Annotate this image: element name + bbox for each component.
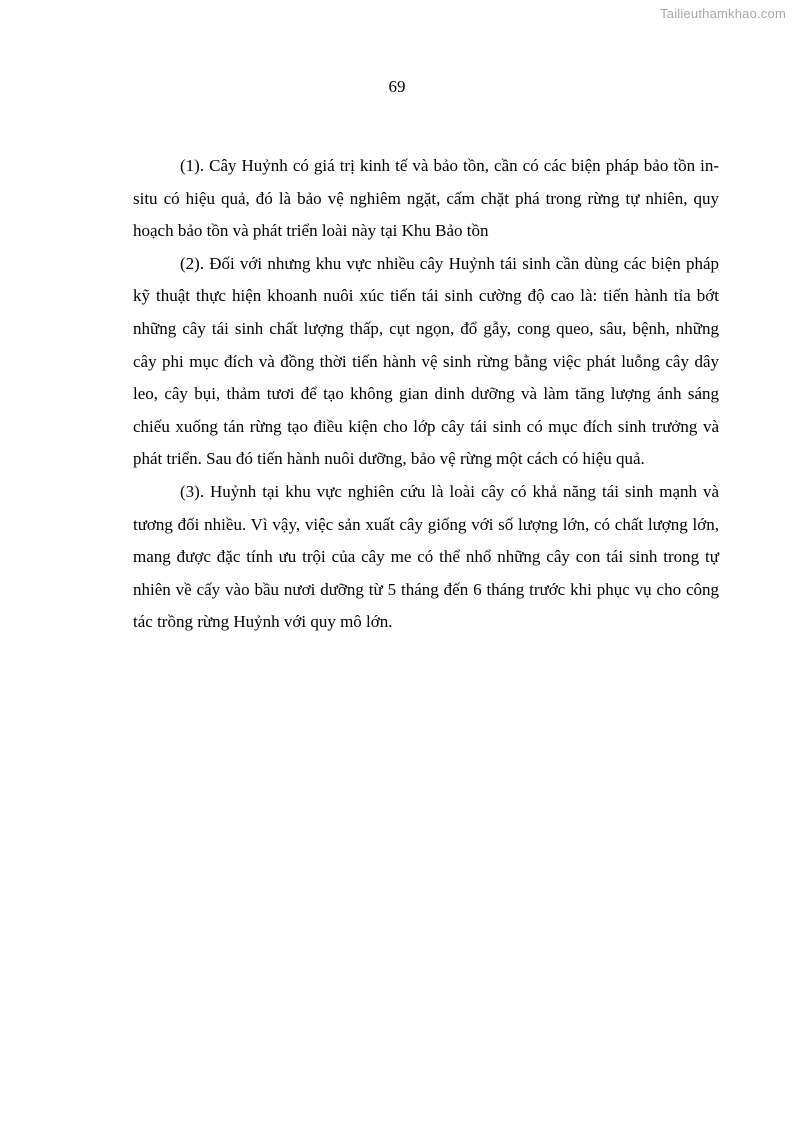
document-body [133, 150, 719, 639]
paragraph-2: (2). Đối với nhưng khu vực nhiều cây Huỷnh tái sinh cần dùng các biện pháp kỹ thuật thực hiện khoanh nuôi xúc tiến tái sinh cường độ cao là: tiến hành tỉa bớt những cây tái sinh chất lượng thấp, cụt ngọn, đổ gẫy, cong queo, sâu, bệnh, những cây phi mục đích và đồng thời tiến hành vệ sinh rừng bằng việc phát luỗng cây dây leo, cây bụi, thảm tươi để tạo không gian dinh dưỡng và làm tăng lượng ánh sáng chiếu xuống tán rừng tạo điều kiện cho lớp cây tái sinh có mục đích sinh trưởng và phát triển. Sau đó tiến hành nuôi dưỡng, bảo vệ rừng một cách có hiệu quả. [133, 253, 719, 469]
paragraph-3: (3). Huỷnh tại khu vực nghiên cứu là loài cây có khả năng tái sinh mạnh và tương đối nhiều. Vì vậy, việc sản xuất cây giống với số lượng lớn, có chất lượng lớn, mang được đặc tính ưu trội của cây me có thể nhổ những cây con tái sinh trong tự nhiên về cấy vào bầu nươi dưỡng từ 5 tháng đến 6 tháng trước khi phục vụ cho công tác trồng rừng Huỷnh với quy mô lớn. [133, 481, 719, 632]
page-number: 69 [388, 77, 406, 96]
watermark: Tailieuthamkhao.com [660, 6, 786, 21]
paragraph-1: (1). Cây Huỷnh có giá trị kinh tế và bảo tồn, cần có các biện pháp bảo tồn in-situ có hiệu quả, đó là bảo vệ nghiêm ngặt, cấm chặt phá trong rừng tự nhiên, quy hoạch bảo tồn và phát triển loài này tại Khu Bảo tồn [133, 156, 719, 241]
